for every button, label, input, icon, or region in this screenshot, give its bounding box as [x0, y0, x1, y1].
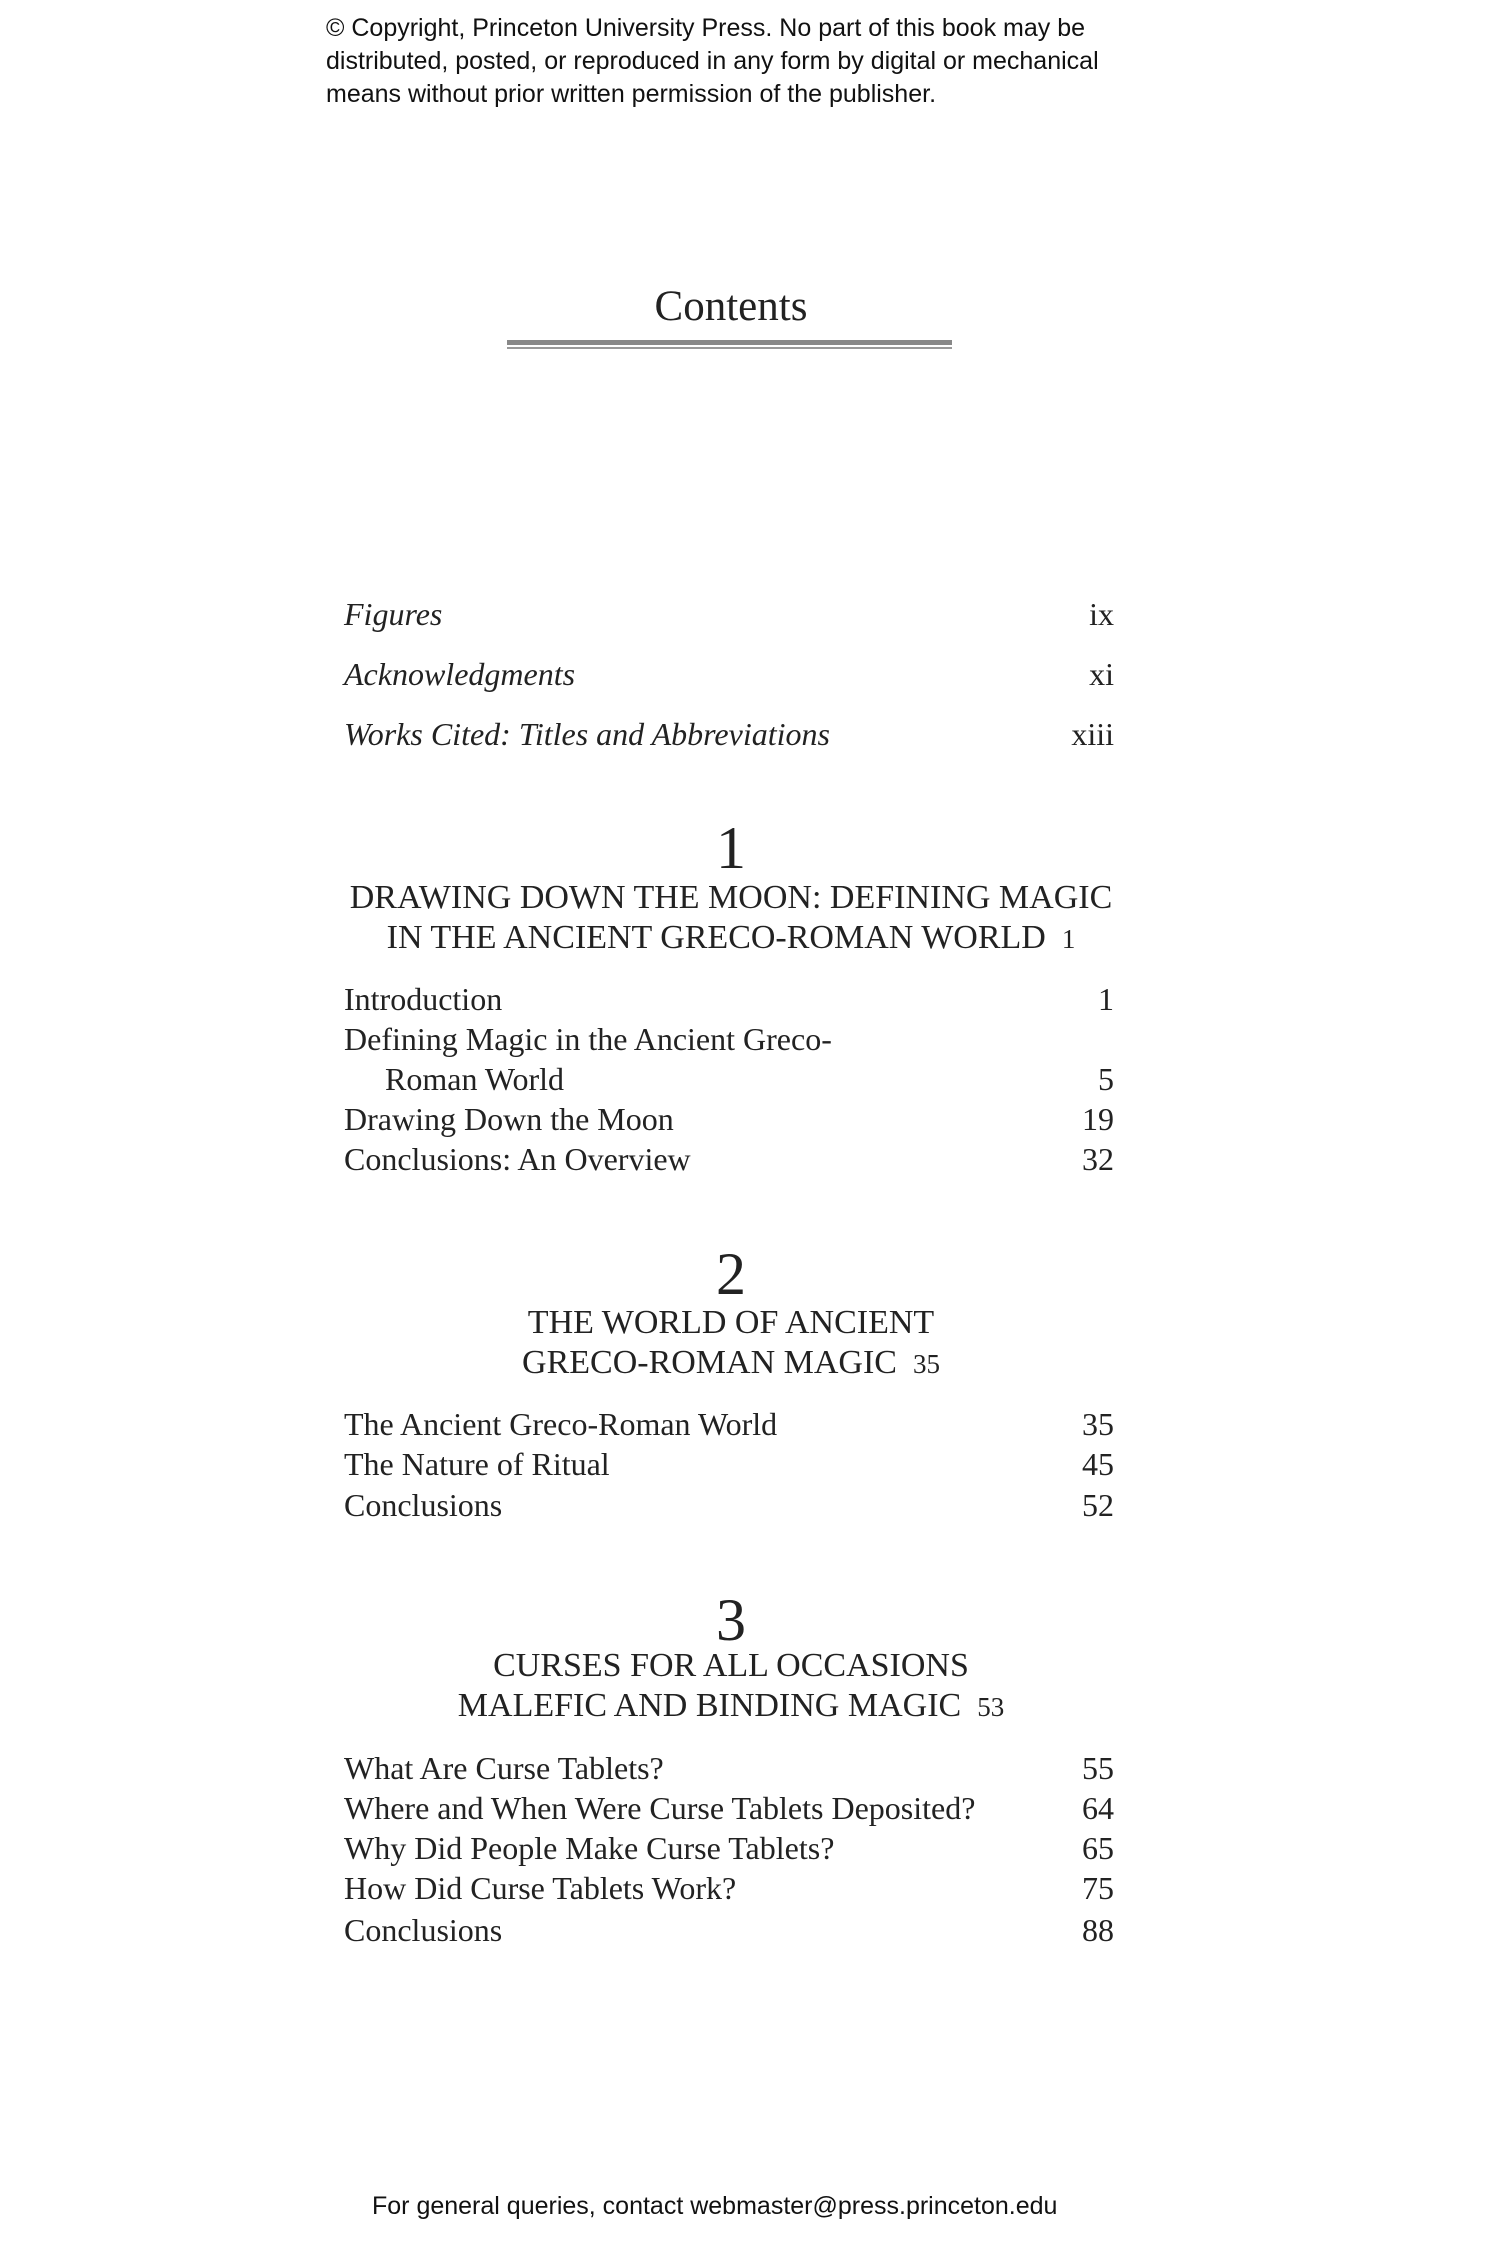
chapter-title-text: THE WORLD OF ANCIENT	[527, 1304, 935, 1341]
toc-entry-label: Conclusions	[344, 1487, 503, 1523]
toc-entry-label: Acknowledgments	[344, 656, 576, 692]
toc-entry-label: The Ancient Greco-Roman World	[344, 1406, 778, 1442]
chapter-title-text: MALEFIC AND BINDING MAGIC	[457, 1687, 962, 1724]
chapter-page-number: 1	[1061, 924, 1076, 954]
toc-entry-label: Figures	[344, 596, 443, 632]
copyright-line: © Copyright, Princeton University Press. No part of this book may be	[326, 14, 1086, 42]
toc-entry-label: Conclusions	[344, 1912, 503, 1948]
footer-contact: For general queries, contact webmaster@press.princeton.edu	[372, 2192, 1058, 2220]
chapter-number: 2	[716, 1241, 746, 1307]
copyright-line: means without prior written permission of the publisher.	[326, 80, 937, 108]
toc-page-number: ix	[1089, 596, 1114, 632]
toc-entry-label: Works Cited: Titles and Abbreviations	[344, 716, 830, 752]
toc-entry-label: What Are Curse Tablets?	[344, 1750, 664, 1786]
chapter-title-line	[0, 1646, 1462, 1686]
toc-entry-label: Where and When Were Curse Tablets Deposited?	[344, 1790, 976, 1826]
toc-entry-label: How Did Curse Tablets Work?	[344, 1870, 737, 1906]
chapter-title-text: DRAWING DOWN THE MOON: DEFINING MAGIC	[349, 879, 1113, 916]
chapter-title-line	[0, 1343, 1462, 1384]
toc-entry-label: Drawing Down the Moon	[344, 1101, 674, 1137]
copyright-notice	[326, 12, 1226, 111]
toc-page-number: 5	[1098, 1061, 1114, 1097]
chapter-title-line	[0, 1303, 1462, 1343]
toc-page-number: 32	[1082, 1141, 1114, 1177]
toc-entry-label: Defining Magic in the Ancient Greco-	[344, 1021, 832, 1057]
toc-page-number: xiii	[1071, 716, 1114, 752]
toc-page-number: 55	[1082, 1750, 1114, 1786]
toc-page-number: 75	[1082, 1870, 1114, 1906]
chapter-title-text: GRECO-ROMAN MAGIC	[522, 1344, 897, 1381]
toc-entry-label: Introduction	[344, 981, 503, 1017]
toc-entry-label: Why Did People Make Curse Tablets?	[344, 1830, 835, 1866]
chapter-title-line	[0, 1686, 1462, 1727]
chapter-page-number: 35	[912, 1349, 940, 1379]
chapter-title-line	[0, 878, 1462, 918]
chapter-page-number: 53	[977, 1692, 1005, 1722]
chapter-title-text: CURSES FOR ALL OCCASIONS	[493, 1647, 969, 1684]
toc-entry-label: Roman World	[385, 1061, 565, 1097]
copyright-line: distributed, posted, or reproduced in any form by digital or mechanical	[326, 47, 1099, 75]
toc-page-number: 88	[1082, 1912, 1114, 1948]
toc-page-number: 64	[1082, 1790, 1114, 1826]
chapter-title-text: IN THE ANCIENT GRECO-ROMAN WORLD	[386, 919, 1046, 956]
title-double-rule	[507, 340, 952, 350]
chapter-number: 3	[716, 1587, 746, 1653]
toc-entry-label: Conclusions: An Overview	[344, 1141, 691, 1177]
toc-page-number: 19	[1082, 1101, 1114, 1137]
toc-page-number: 45	[1082, 1446, 1114, 1482]
toc-page-number: 65	[1082, 1830, 1114, 1866]
chapter-title-line	[0, 918, 1462, 959]
toc-page-number: 52	[1082, 1487, 1114, 1523]
toc-page-number: 35	[1082, 1406, 1114, 1442]
chapter-number: 1	[716, 815, 746, 881]
page-title: Contents	[654, 283, 808, 330]
toc-page-number: 1	[1098, 981, 1114, 1017]
toc-entry-label: The Nature of Ritual	[344, 1446, 610, 1482]
toc-page-number: xi	[1089, 656, 1114, 692]
